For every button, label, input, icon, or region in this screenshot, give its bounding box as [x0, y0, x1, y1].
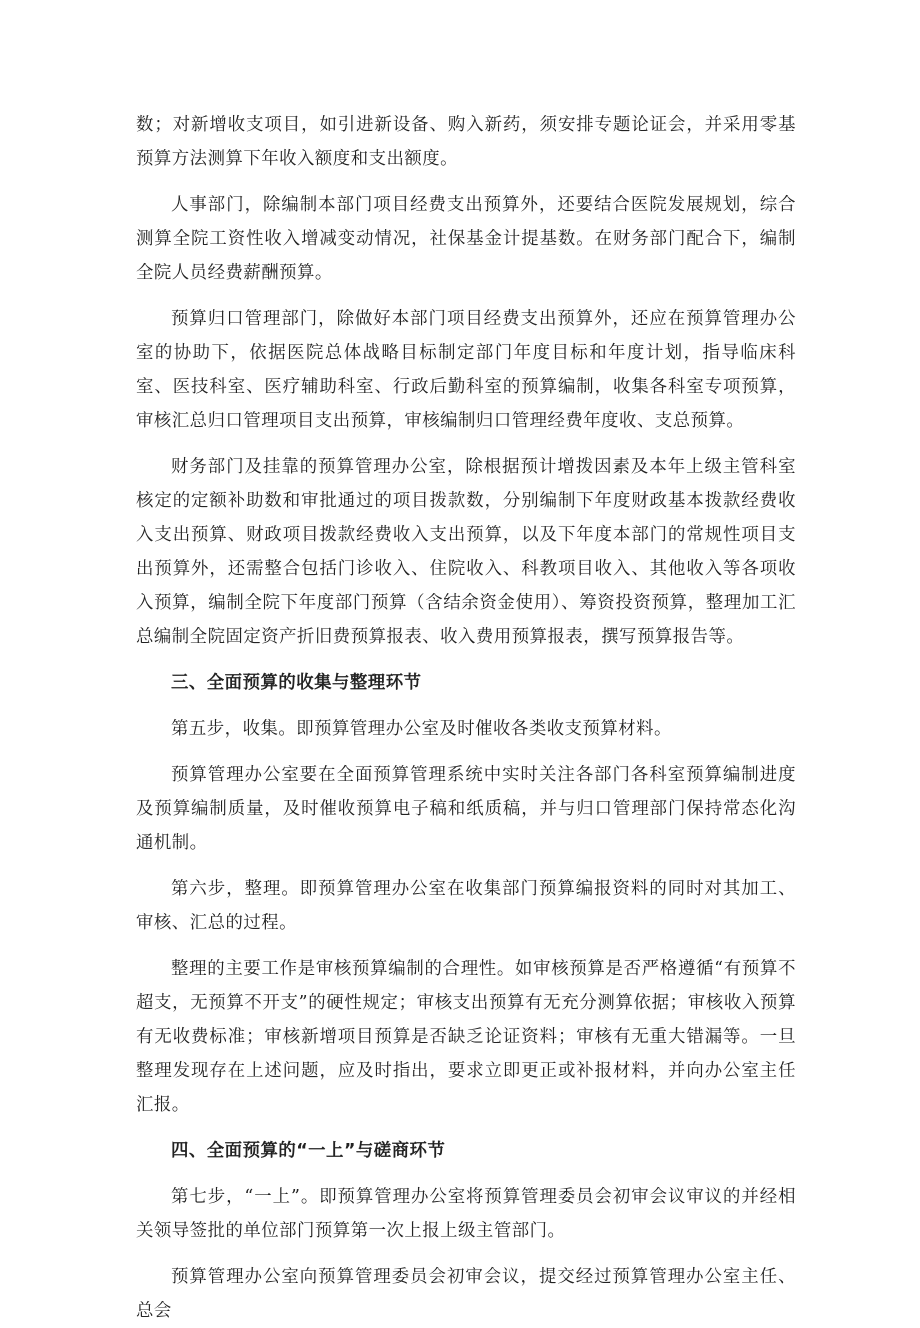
paragraph-continuation: 数；对新增收支项目，如引进新设备、购入新药，须安排专题论证会，并采用零基预算方法测算下年收入额度和支出额度。: [136, 115, 796, 169]
paragraph-finance-department: 财务部门及挂靠的预算管理办公室，除根据预计增拨因素及本年上级主管科室核定的定额补助数和审批通过的项目拨款数，分别编制下年度财政基本拨款经费收入支出预算、财政项目拨款经费收入支出预算，以及下年度本部门的常规性项目支出预算外，还需整合包括门诊收入、住院收入、科教项目收入、其他收入等各项收入预算，编制全院下年度部门预算（含结余资金使用）、筹资投资预算，整理加工汇总编制全院固定资产折旧费预算报表、收入费用预算报表，撰写预算报告等。: [136, 457, 796, 647]
paragraph-hr-department: 人事部门，除编制本部门项目经费支出预算外，还要结合医院发展规划，综合测算全院工资性收入增减变动情况，社保基金计提基数。在财务部门配合下，编制全院人员经费薪酬预算。: [136, 195, 796, 283]
paragraph-review-work: 整理的主要工作是审核预算编制的合理性。如审核预算是否严格遵循“有预算不超支，无预算不开支”的硬性规定；审核支出预算有无充分测算依据；审核收入预算有无收费标准；审核新增项目预算是否缺乏论证资料；审核有无重大错漏等。一旦整理发现存在上述问题，应及时指出，要求立即更正或补报材料，并向办公室主任汇报。: [136, 959, 796, 1115]
paragraph-collection-detail: 预算管理办公室要在全面预算管理系统中实时关注各部门各科室预算编制进度及预算编制质量，及时催收预算电子稿和纸质稿，并与归口管理部门保持常态化沟通机制。: [136, 765, 796, 853]
paragraph-committee-submission: 预算管理办公室向预算管理委员会初审会议，提交经过预算管理办公室主任、总会: [136, 1267, 796, 1321]
paragraph-step-six: 第六步，整理。即预算管理办公室在收集部门预算编报资料的同时对其加工、审核、汇总的过程。: [136, 879, 796, 933]
section-heading-first-submission: 四、全面预算的“一上”与磋商环节: [171, 1141, 446, 1161]
section-heading-collection: 三、全面预算的收集与整理环节: [171, 673, 422, 693]
paragraph-step-seven: 第七步，“一上”。即预算管理办公室将预算管理委员会初审会议审议的并经相关领导签批的单位部门预算第一次上报上级主管部门。: [136, 1187, 796, 1241]
paragraph-budget-management-department: 预算归口管理部门，除做好本部门项目经费支出预算外，还应在预算管理办公室的协助下，依据医院总体战略目标制定部门年度目标和年度计划，指导临床科室、医技科室、医疗辅助科室、行政后勤科室的预算编制，收集各科室专项预算，审核汇总归口管理项目支出预算，审核编制归口管理经费年度收、支总预算。: [136, 309, 796, 431]
paragraph-step-five: 第五步，收集。即预算管理办公室及时催收各类收支预算材料。: [171, 719, 672, 739]
